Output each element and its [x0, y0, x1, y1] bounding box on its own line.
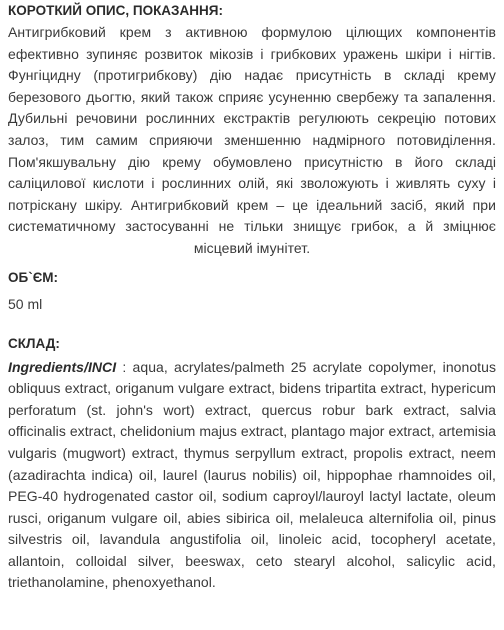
ingredients-label: Ingredients/INCI	[8, 358, 117, 375]
volume-heading: ОБ`ЄМ:	[8, 269, 59, 285]
volume-value: 50 ml	[8, 295, 43, 312]
ingredients-list: aqua, acrylates/palmeth 25 acrylate copolymer, inonotus obliquus extract, origanum vulgare extract, bidens tripartita extract, hypericum perforatum (st. john's wort) extract, quercus robur bark extract, salvia officinalis extract, chelidonium majus extract, plantago major extract, artemisia vulgaris (mugwort) extract, thymus serpyllum extract, propolis extract, neem (azadirachta indica) oil, laurel (laurus nobilis) oil, hippophae rhamnoides oil, PEG-40 hydrogenated castor oil, sodium caproyl/lauroyl lactyl lactate, oleum rusci, origanum vulgare oil, abies sibirica oil, melaleuca alternifolia oil, pinus silvestris oil, lavandula angustifolia oil, linoleic acid, tocopheryl acetate, allantoin, colloidal silver, beeswax, ceto stearyl alcohol, salicylic acid, triethanolamine, phenoxyethanol.	[8, 358, 497, 591]
description-heading: КОРОТКИЙ ОПИС, ПОКАЗАННЯ:	[8, 3, 223, 18]
description-text: Антигрибковий крем з активною формулою цілющих компонентів ефективно зупиняє розвиток мікозів і грибкових уражень шкіри і нігтів. Фунгіцидну (протигрибкову) дію надає присутність в складі крему березового дьогтю, який також сприяє усуненню свербежу та запалення. Дубильні речовини рослинних екстрактів регулюють секрецію потових залоз, тим самим сприяючи зменшенню надмірного потовиділення. Пом'якшувальну дію крему обумовлено присутністю в його складі саліцилової кислоти і рослинних олій, які зволожують і живлять суху і потріскану шкіру. Антигрибковий крем – це ідеальний засіб, який при систематичному застосуванні не тільки знищує грибок, а й зміцнює місцевий імунітет.	[8, 24, 496, 256]
ingredients-separator: :	[116, 358, 133, 375]
composition-heading: СКЛАД:	[8, 335, 60, 351]
composition-text	[8, 357, 496, 595]
